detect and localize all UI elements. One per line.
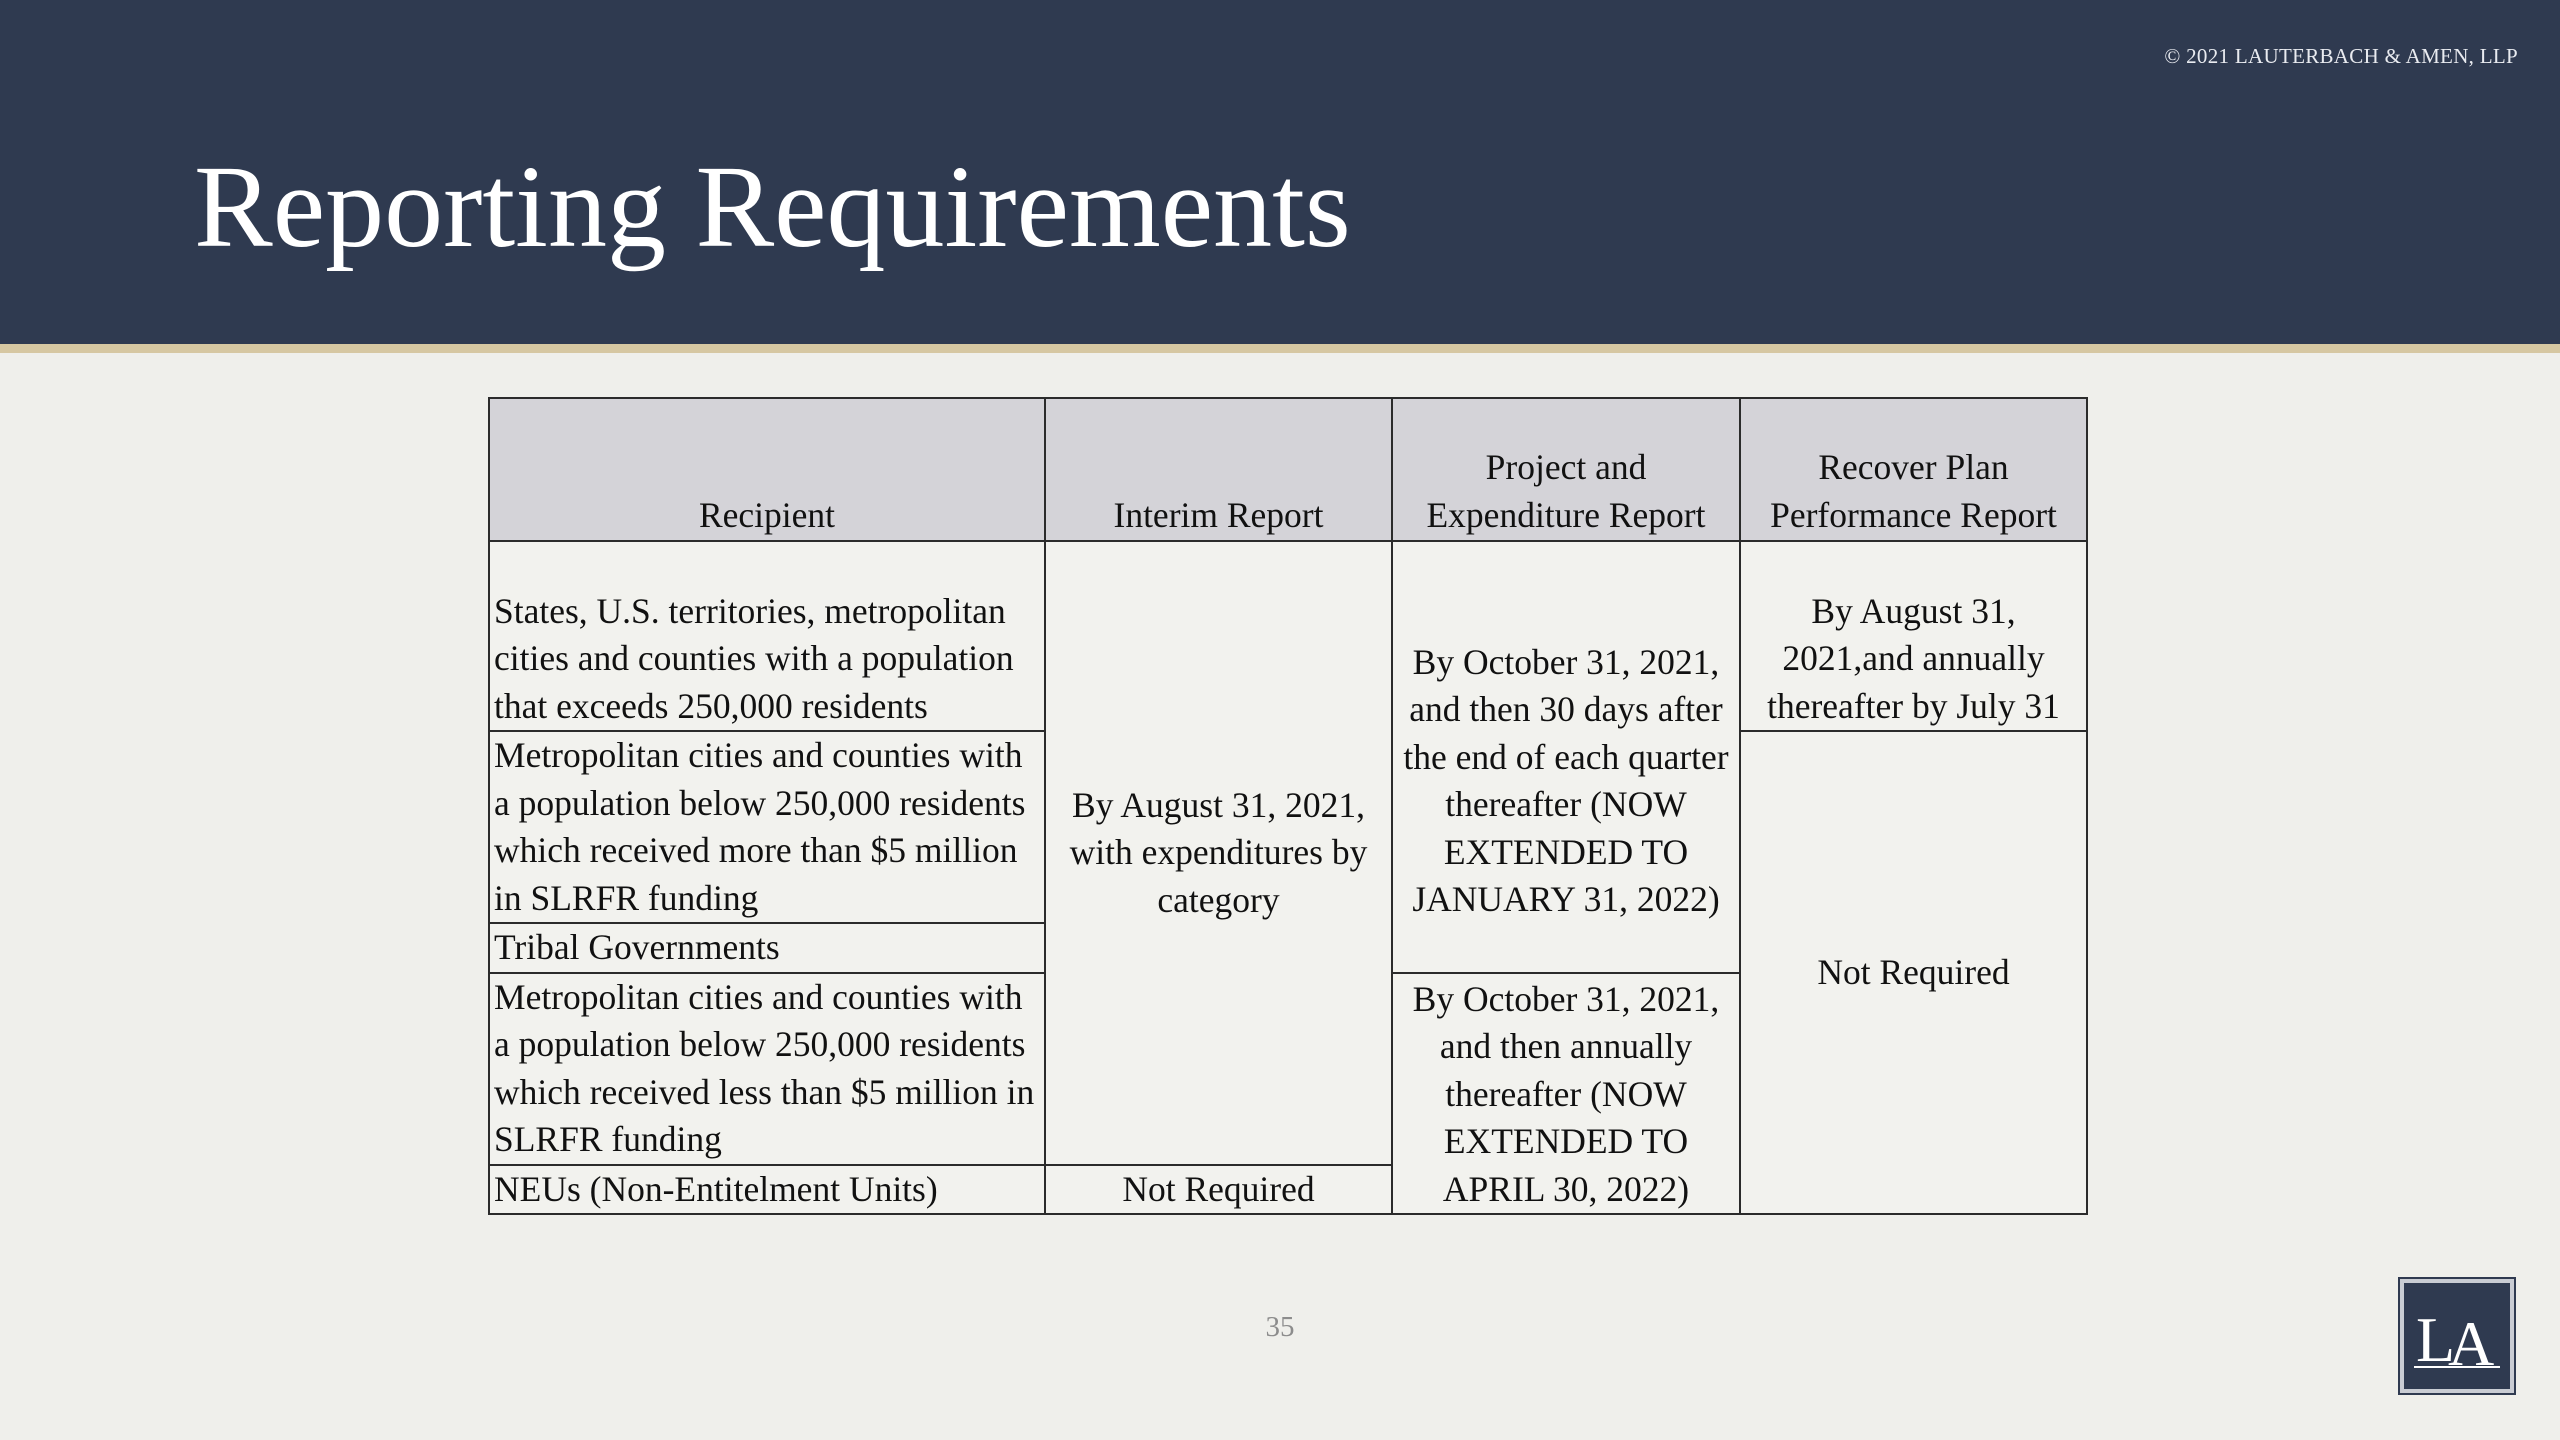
la-logo-icon — [2404, 1283, 2510, 1389]
header-divider — [0, 344, 2560, 353]
recovery-plan-cell: By August 31, 2021,and annually thereafter by July 31 — [1740, 541, 2087, 731]
reporting-requirements-table — [488, 397, 2088, 1215]
page-number: 35 — [1265, 1311, 1295, 1343]
slide-content — [0, 353, 2560, 1440]
recipient-cell: Metropolitan cities and counties with a population below 250,000 residents which received less than $5 million in SLRFR funding — [489, 973, 1045, 1165]
header-recipient: Recipient — [489, 398, 1045, 541]
recipient-cell: Tribal Governments — [489, 923, 1045, 973]
header-interim-report: Interim Report — [1045, 398, 1392, 541]
recovery-plan-cell: Not Required — [1740, 731, 2087, 1214]
header-recovery-plan-report: Recover Plan Performance Report — [1740, 398, 2087, 541]
logo-letter-l: L — [2416, 1304, 2456, 1375]
copyright-notice: © 2021 LAUTERBACH & AMEN, LLP — [2164, 44, 2518, 68]
table-row — [489, 541, 2087, 731]
project-expenditure-cell: By October 31, 2021, and then annually thereafter (NOW EXTENDED TO APRIL 30, 2022) — [1392, 973, 1740, 1215]
recipient-cell: Metropolitan cities and counties with a population below 250,000 residents which received more than $5 million in SLRFR funding — [489, 731, 1045, 923]
recipient-cell: States, U.S. territories, metropolitan cities and counties with a population that exceeds 250,000 residents — [489, 541, 1045, 731]
company-logo — [2400, 1279, 2514, 1393]
slide-title: Reporting Requirements — [194, 141, 1351, 272]
project-expenditure-cell: By October 31, 2021, and then 30 days after the end of each quarter thereafter (NOW EXTENDED TO JANUARY 31, 2022) — [1392, 541, 1740, 973]
logo-letter-a: A — [2448, 1308, 2495, 1379]
interim-report-cell: By August 31, 2021, with expenditures by category — [1045, 541, 1392, 1165]
table-header-row — [489, 398, 2087, 541]
interim-report-cell: Not Required — [1045, 1165, 1392, 1215]
header-project-expenditure-report: Project and Expenditure Report — [1392, 398, 1740, 541]
recipient-cell: NEUs (Non-Entitelment Units) — [489, 1165, 1045, 1215]
